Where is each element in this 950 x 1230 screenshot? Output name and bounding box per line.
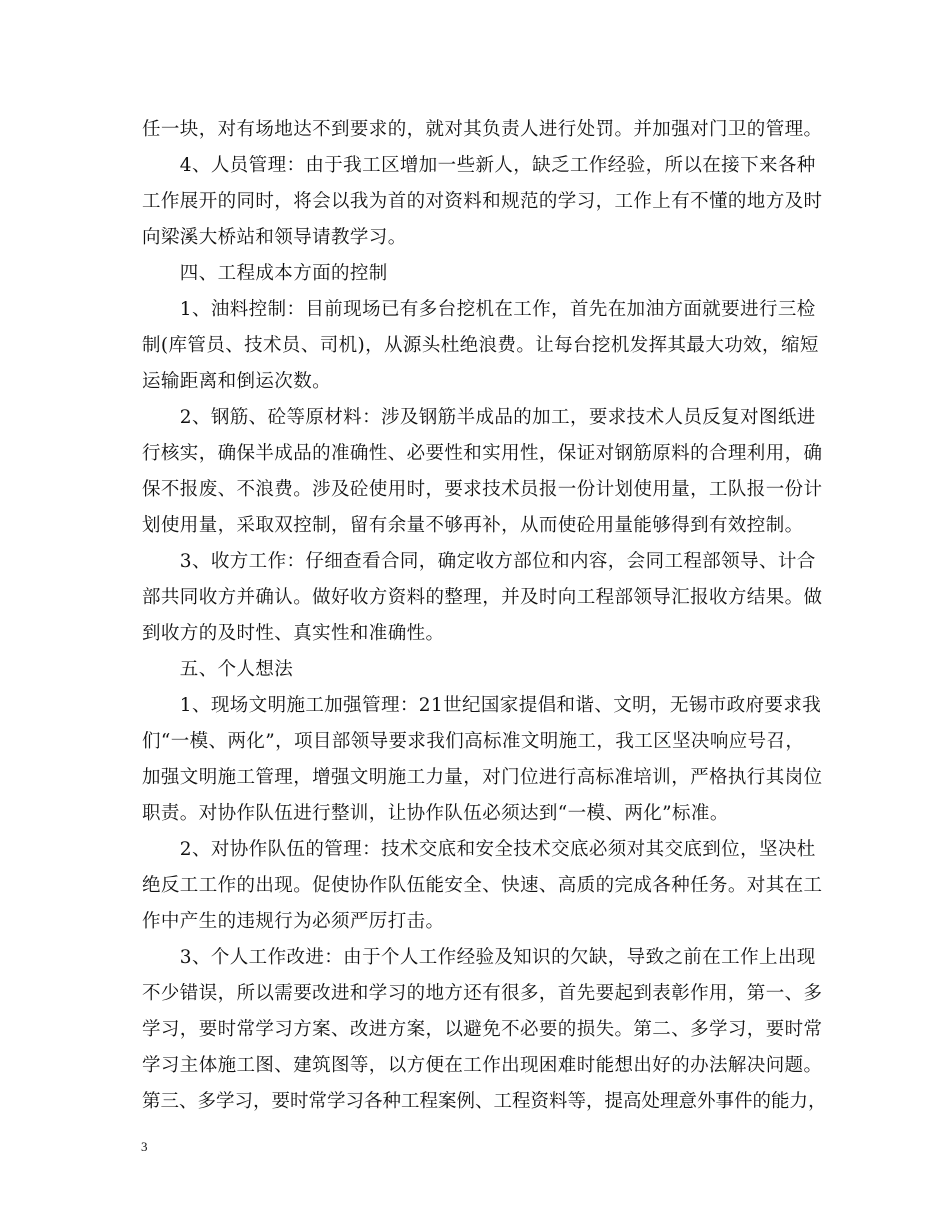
text-line: 学习主体施工图、建筑图等，以方便在工作出现困难时能想出好的办法解决问题。 [142,1055,823,1076]
text-line: 运输距离和倒运次数。 [142,371,332,392]
text-line: 3、收方工作：仔细查看合同，确定收方部位和内容，会同工程部领导、计合 [142,551,816,572]
text-line: 们“一模、两化”，项目部领导要求我们高标准文明施工，我工区坚决响应号召， [142,731,805,752]
text-line: 工作展开的同时，将会以我为首的对资料和规范的学习，工作上有不懂的地方及时 [142,191,823,212]
text-line: 加强文明施工管理，增强文明施工力量，对门位进行高标准培训，严格执行其岗位 [142,767,823,788]
text-line: 3、个人工作改进：由于个人工作经验及知识的欠缺，导致之前在工作上出现 [142,947,816,968]
text-line: 划使用量，采取双控制，留有余量不够再补，从而使砼用量能够得到有效控制。 [142,515,804,536]
text-line: 制(库管员、技术员、司机)，从源头杜绝浪费。让每台挖机发挥其最大功效，缩短 [142,335,819,356]
page-number: 3 [141,1139,148,1154]
text-line: 任一块，对有场地达不到要求的，就对其负责人进行处罚。并加强对门卫的管理。 [142,119,823,140]
text-line: 2、对协作队伍的管理：技术交底和安全技术交底必须对其交底到位，坚决杜 [142,839,816,860]
text-line: 向梁溪大桥站和领导请教学习。 [142,227,407,248]
text-line: 绝反工工作的出现。促使协作队伍能安全、快速、高质的完成各种任务。对其在工 [142,875,823,896]
text-line: 4、人员管理：由于我工区增加一些新人，缺乏工作经验，所以在接下来各种 [142,155,816,176]
text-line: 2、钢筋、砼等原材料：涉及钢筋半成品的加工，要求技术人员反复对图纸进 [142,407,816,428]
section-heading: 四、工程成本方面的控制 [142,263,388,284]
text-line: 第三、多学习，要时常学习各种工程案例、工程资料等，提高处理意外事件的能力， [142,1091,827,1112]
text-line: 1、现场文明施工加强管理：21世纪国家提倡和谐、文明，无锡市政府要求我 [142,695,822,716]
text-line: 职责。对协作队伍进行整训，让协作队伍必须达到“一模、两化”标准。 [142,803,729,824]
text-line: 保不报废、不浪费。涉及砼使用时，要求技术员报一份计划使用量，工队报一份计 [142,479,823,500]
text-line: 到收方的及时性、真实性和准确性。 [142,623,445,644]
section-heading: 五、个人想法 [142,659,294,680]
text-line: 行核实，确保半成品的准确性、必要性和实用性，保证对钢筋原料的合理利用，确 [142,443,823,464]
text-line: 部共同收方并确认。做好收方资料的整理，并及时向工程部领导汇报收方结果。做 [142,587,823,608]
text-line: 不少错误，所以需要改进和学习的地方还有很多，首先要起到表彰作用，第一、多 [142,983,823,1004]
text-line: 学习，要时常学习方案、改进方案，以避免不必要的损失。第二、多学习，要时常 [142,1019,823,1040]
text-line: 1、油料控制：目前现场已有多台挖机在工作，首先在加油方面就要进行三检 [142,299,816,320]
text-line: 作中产生的违规行为必须严厉打击。 [142,911,445,932]
